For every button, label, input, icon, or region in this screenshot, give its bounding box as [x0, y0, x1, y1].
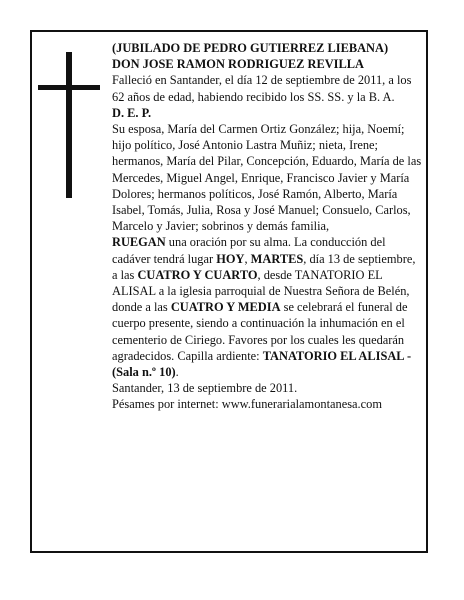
deceased-name: DON JOSE RAMON RODRIGUEZ REVILLA — [112, 57, 364, 72]
obituary-text — [112, 40, 422, 413]
death-notice: Falleció en Santander, el día 12 de septiembre de 2011, a los 62 años de edad, habiendo recibido los SS. SS. y la B. A. — [112, 73, 412, 104]
funeral-time: CUATRO Y MEDIA — [170, 300, 281, 315]
date-line: Santander, 13 de septiembre de 2011. — [112, 381, 298, 396]
dep-line: D. E. P. — [112, 105, 152, 120]
family-list: Su esposa, María del Carmen Ortiz González; hija, Noemí; hijo político, José Antonio Lastra Muñiz; nieta, Irene; hermanos, María del Pilar, Concepción, Eduardo, María de las Mercedes, Miguel Angel, Enrique, Francisco Javier y María Dolores; hermanos políticos, José Ramón, Alberto, María Isabel, Tomás, Julia, Rosa y José Manuel; Consuelo, Carlos, Marcelo y Javier; sobrinos y demás familia, — [112, 122, 422, 234]
chapel-location: TANATORIO EL ALISAL - (Sala n.º 10) — [112, 348, 412, 380]
day-today: HOY — [216, 251, 245, 266]
service-details: RUEGAN una oración por su alma. La conducción del cadáver tendrá lugar HOY, MARTES, día 13 de septiembre, a las CUATRO Y CUARTO, desde TANATORIO EL ALISAL a la iglesia parroquial de Nuestra Señora de Belén, donde a las CUATRO Y MEDIA se celebrará el funeral de cuerpo presente, siendo a continuación la inhumación en el cementerio de Ciriego. Favores por los cuales les quedarán agradecidos. Capilla ardiente: TANATORIO EL ALISAL - (Sala n.º 10). — [112, 235, 416, 380]
cross-vertical-bar — [66, 52, 72, 198]
cross-horizontal-bar — [38, 85, 100, 90]
procession-time: CUATRO Y CUARTO — [137, 267, 258, 282]
condolences-line: Pésames por internet: www.funerarialamontanesa.com — [112, 397, 382, 412]
cross-icon — [38, 52, 100, 198]
day-martes: MARTES — [250, 251, 304, 266]
ruegan-word: RUEGAN — [112, 235, 166, 250]
retired-from-line: (JUBILADO DE PEDRO GUTIERREZ LIEBANA) — [112, 41, 389, 55]
